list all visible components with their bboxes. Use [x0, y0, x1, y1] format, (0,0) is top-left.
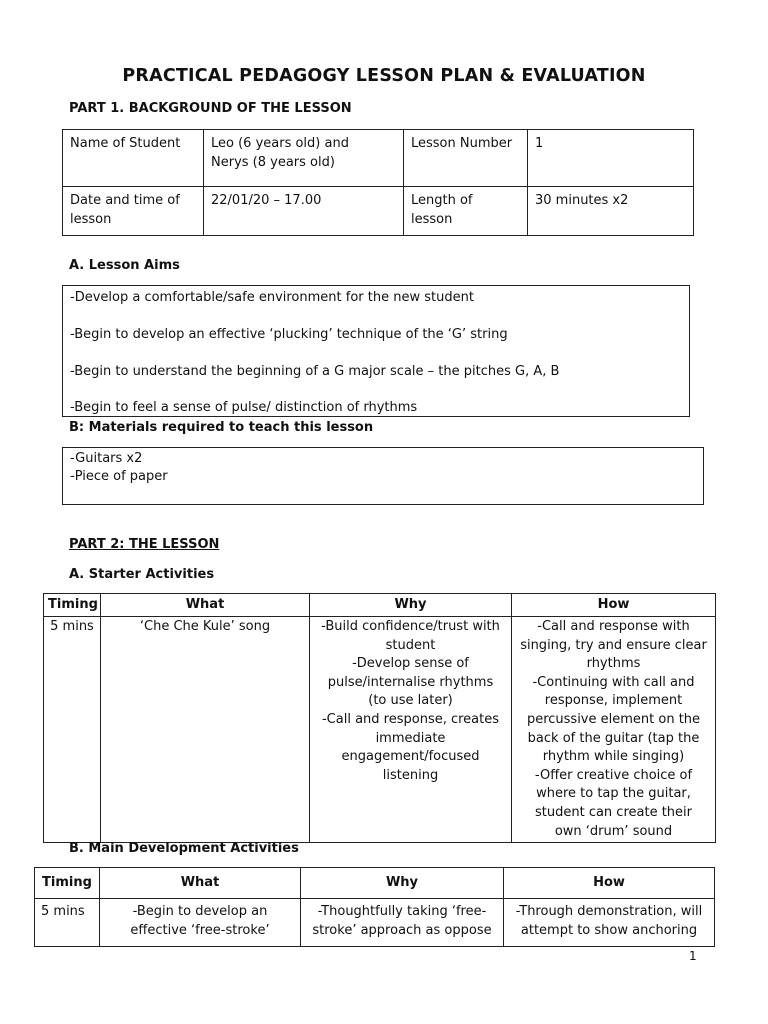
date-time-label — [63, 187, 204, 236]
col-why: Why — [301, 868, 504, 899]
date-time-label-line: Date and time of — [70, 193, 180, 208]
starter-timing: 5 mins — [44, 617, 101, 843]
table-header-row — [44, 594, 716, 617]
col-timing: Timing — [44, 594, 101, 617]
why-line: student — [385, 637, 436, 653]
material-item: -Piece of paper — [70, 469, 168, 484]
student-name-line: Nerys (8 years old) — [211, 155, 335, 170]
starter-why — [310, 617, 512, 843]
main-why — [301, 899, 504, 947]
how-line: -Through demonstration, will — [515, 904, 703, 919]
why-line: -Call and response, creates — [321, 711, 500, 727]
how-line: response, implement — [544, 693, 683, 709]
part1-heading: PART 1. BACKGROUND OF THE LESSON — [69, 101, 352, 116]
material-item: -Guitars x2 — [70, 451, 143, 466]
date-time-label-line: lesson — [70, 212, 112, 227]
length-label-line: Length of — [411, 193, 473, 208]
main-timing: 5 mins — [35, 899, 100, 947]
table-row — [35, 899, 715, 947]
student-name-label: Name of Student — [63, 130, 204, 187]
starter-how — [512, 617, 716, 843]
why-line: -Thoughtfully taking ‘free- — [317, 904, 487, 919]
table-row — [63, 187, 694, 236]
lesson-number-label: Lesson Number — [404, 130, 528, 187]
why-line: pulse/internalise rhythms — [327, 674, 494, 690]
document-title: PRACTICAL PEDAGOGY LESSON PLAN & EVALUATION — [122, 66, 646, 86]
how-line: singing, try and ensure clear — [520, 637, 707, 653]
why-line: -Build confidence/trust with — [321, 619, 500, 634]
how-line: -Continuing with call and — [532, 674, 695, 690]
materials-heading: B: Materials required to teach this lesson — [69, 420, 374, 435]
how-line: percussive element on the — [526, 711, 701, 727]
lesson-aims-box — [62, 285, 690, 417]
how-line: rhythm while singing) — [542, 749, 685, 765]
table-row — [44, 617, 716, 843]
col-what: What — [100, 868, 301, 899]
length-label — [404, 187, 528, 236]
how-line: -Offer creative choice of — [534, 767, 693, 783]
how-line: rhythms — [586, 656, 641, 672]
background-table — [62, 129, 694, 236]
why-line: immediate — [375, 730, 446, 746]
col-how: How — [512, 594, 716, 617]
col-what: What — [101, 594, 310, 617]
main-how — [504, 899, 715, 947]
how-line: student can create their — [534, 804, 692, 820]
why-line: -Develop sense of — [352, 656, 469, 672]
col-timing: Timing — [35, 868, 100, 899]
starter-table — [43, 593, 716, 843]
how-line: -Call and response with — [537, 619, 690, 634]
main-development-table — [34, 867, 715, 947]
student-name-value — [204, 130, 404, 187]
why-line: (to use later) — [368, 693, 453, 709]
lesson-aims-heading: A. Lesson Aims — [69, 258, 180, 273]
part2-heading: PART 2: THE LESSON — [69, 537, 220, 552]
what-line: effective ‘free-stroke’ — [130, 922, 270, 938]
main-development-heading: B. Main Development Activities — [69, 841, 299, 856]
aim-item: -Begin to understand the beginning of a G major scale – the pitches G, A, B — [70, 364, 560, 379]
starter-heading: A. Starter Activities — [69, 567, 215, 582]
how-line: own ‘drum’ sound — [554, 823, 673, 839]
length-label-line: lesson — [411, 212, 453, 227]
col-why: Why — [310, 594, 512, 617]
how-line: where to tap the guitar, — [536, 786, 691, 802]
why-line: engagement/focused — [341, 749, 480, 765]
table-row — [63, 130, 694, 187]
aim-item: -Begin to develop an effective ‘plucking’ technique of the ‘G’ string — [70, 327, 508, 342]
materials-box — [62, 447, 704, 505]
aim-item: -Develop a comfortable/safe environment for the new student — [70, 290, 474, 305]
page-number: 1 — [689, 949, 697, 963]
starter-what: ‘Che Che Kule’ song — [101, 617, 310, 843]
why-line: listening — [382, 767, 439, 783]
why-line: stroke’ approach as oppose — [312, 922, 492, 938]
date-time-value: 22/01/20 – 17.00 — [204, 187, 404, 236]
aim-item: -Begin to feel a sense of pulse/ distinction of rhythms — [70, 400, 418, 415]
how-line: back of the guitar (tap the — [527, 730, 700, 746]
main-what — [100, 899, 301, 947]
lesson-number-value: 1 — [528, 130, 694, 187]
length-value: 30 minutes x2 — [528, 187, 694, 236]
how-line: attempt to show anchoring — [520, 922, 698, 938]
col-how: How — [504, 868, 715, 899]
table-header-row — [35, 868, 715, 899]
student-name-line: Leo (6 years old) and — [211, 136, 349, 151]
what-line: -Begin to develop an — [132, 904, 268, 919]
